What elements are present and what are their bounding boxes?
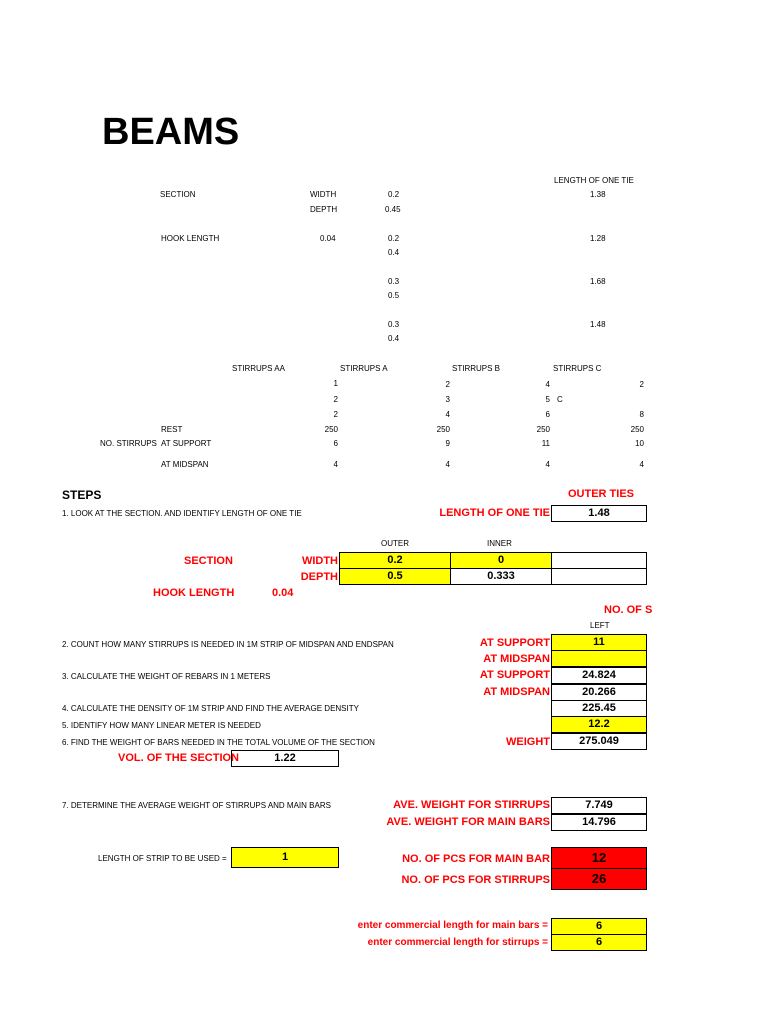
length-of-one-tie-label: LENGTH OF ONE TIE — [439, 507, 550, 519]
tie-2: 1.28 — [590, 234, 606, 243]
at-support-red-label: AT SUPPORT — [479, 637, 550, 649]
commercial-main-label: enter commercial length for main bars = — [357, 920, 548, 931]
strip-length-cell[interactable]: 1 — [231, 847, 339, 868]
stirrups-cell: 8 — [639, 410, 644, 419]
depth-outer-cell[interactable]: 0.5 — [339, 568, 451, 585]
tie-3: 1.68 — [590, 277, 606, 286]
width-outer-cell[interactable]: 0.2 — [339, 552, 451, 569]
at-midspan-cell: 4 — [333, 460, 338, 469]
stirrups-cell: 4 — [545, 380, 550, 389]
vol-section-cell[interactable]: 1.22 — [231, 750, 339, 767]
width-red-label: WIDTH — [301, 555, 338, 567]
dim-3a: 0.3 — [388, 277, 400, 286]
at-support-cell: 11 — [541, 439, 550, 448]
tie-4: 1.48 — [590, 320, 606, 329]
steps-title: STEPS — [62, 488, 102, 502]
rest-cell: 250 — [436, 425, 450, 434]
step-4-text: 4. CALCULATE THE DENSITY OF 1M STRIP AND FIND THE AVERAGE DENSITY — [62, 704, 359, 713]
at-support-cell: 6 — [333, 439, 338, 448]
ave-stirrups-label: AVE. WEIGHT FOR STIRRUPS — [393, 799, 550, 811]
weight-value-cell[interactable]: 275.049 — [551, 733, 647, 750]
at-support-cell: 10 — [635, 439, 644, 448]
at-support-label: AT SUPPORT — [161, 439, 212, 448]
density-cell[interactable]: 225.45 — [551, 700, 647, 717]
pcs-stirrups-cell[interactable]: 26 — [551, 868, 647, 890]
rest-cell: 250 — [324, 425, 338, 434]
pcs-main-label: NO. OF PCS FOR MAIN BAR — [402, 853, 550, 865]
stirrups-cell: 2 — [445, 380, 450, 389]
stirrups-cell: 1 — [333, 379, 338, 388]
step-3-text: 3. CALCULATE THE WEIGHT OF REBARS IN 1 METERS — [62, 672, 271, 681]
stirrups-header-c: STIRRUPS C — [553, 364, 602, 373]
depth-label: DEPTH — [310, 205, 338, 214]
depth-red-label: DEPTH — [300, 571, 338, 583]
length-of-one-tie-header: LENGTH OF ONE TIE — [554, 176, 634, 185]
stirrups-cell: 2 — [333, 410, 338, 419]
stirrups-cell: 5 — [545, 395, 550, 404]
stirrups-header-b: STIRRUPS B — [452, 364, 501, 373]
at-midspan-cell: 4 — [639, 460, 644, 469]
stirrups-cell: 4 — [445, 410, 450, 419]
stirrups-cell: C — [557, 395, 563, 404]
ave-main-label: AVE. WEIGHT FOR MAIN BARS — [386, 816, 550, 828]
at-midspan-weight-label: AT MIDSPAN — [483, 686, 550, 698]
tie-1: 1.38 — [590, 190, 606, 199]
no-of-label: NO. OF S — [604, 604, 653, 616]
stirrups-cell: 3 — [445, 395, 450, 404]
commercial-stirrups-cell[interactable]: 6 — [551, 934, 647, 951]
page-title: BEAMS — [102, 111, 240, 153]
rest-cell: 250 — [630, 425, 644, 434]
left-header: LEFT — [590, 621, 610, 630]
width-extra-cell[interactable] — [551, 552, 647, 569]
step-6-text: 6. FIND THE WEIGHT OF BARS NEEDED IN THE TOTAL VOLUME OF THE SECTION — [62, 738, 375, 747]
weight-support-cell[interactable]: 24.824 — [551, 667, 647, 684]
stirrups-cell: 2 — [333, 395, 338, 404]
weight-midspan-cell[interactable]: 20.266 — [551, 684, 647, 701]
at-midspan-value-cell[interactable] — [551, 650, 647, 667]
rest-label: REST — [161, 425, 183, 434]
at-support-value-cell[interactable]: 11 — [551, 634, 647, 651]
hook-length-label: HOOK LENGTH — [161, 234, 220, 243]
strip-length-label: LENGTH OF STRIP TO BE USED = — [98, 854, 227, 863]
depth-inner-cell[interactable]: 0.333 — [450, 568, 552, 585]
stirrups-cell: 6 — [545, 410, 550, 419]
dim-2b: 0.4 — [388, 248, 400, 257]
dim-4b: 0.4 — [388, 334, 400, 343]
vol-section-label: VOL. OF THE SECTION — [118, 752, 240, 764]
stirrups-cell: 2 — [639, 380, 644, 389]
at-midspan-cell: 4 — [445, 460, 450, 469]
dim-1a: 0.2 — [388, 190, 400, 199]
pcs-stirrups-label: NO. OF PCS FOR STIRRUPS — [401, 874, 550, 886]
step-5-text: 5. IDENTIFY HOW MANY LINEAR METER IS NEEDED — [62, 721, 261, 730]
step-7-text: 7. DETERMINE THE AVERAGE WEIGHT OF STIRRUPS AND MAIN BARS — [62, 801, 331, 810]
ave-main-cell[interactable]: 14.796 — [551, 814, 647, 831]
at-midspan-label: AT MIDSPAN — [161, 460, 209, 469]
at-midspan-red-label: AT MIDSPAN — [483, 653, 550, 665]
ave-stirrups-cell[interactable]: 7.749 — [551, 797, 647, 814]
dim-3b: 0.5 — [388, 291, 400, 300]
depth-extra-cell[interactable] — [551, 568, 647, 585]
no-stirrups-label: NO. STIRRUPS — [100, 439, 157, 448]
hook-length-value: 0.04 — [320, 234, 336, 243]
linear-meter-cell[interactable]: 12.2 — [551, 716, 647, 733]
section-label: SECTION — [160, 190, 196, 199]
hook-length-red-label: HOOK LENGTH — [153, 587, 235, 599]
section-red-label: SECTION — [184, 555, 233, 567]
at-support-weight-label: AT SUPPORT — [479, 669, 550, 681]
step-2-text: 2. COUNT HOW MANY STIRRUPS IS NEEDED IN 1M STRIP OF MIDSPAN AND ENDSPAN — [62, 640, 394, 649]
dim-4a: 0.3 — [388, 320, 400, 329]
weight-red-label: WEIGHT — [506, 736, 550, 748]
dim-2a: 0.2 — [388, 234, 400, 243]
step-1-text: 1. LOOK AT THE SECTION. AND IDENTIFY LENGTH OF ONE TIE — [62, 509, 302, 518]
inner-header: INNER — [487, 539, 512, 548]
at-support-cell: 9 — [445, 439, 450, 448]
commercial-main-cell[interactable]: 6 — [551, 918, 647, 935]
outer-header: OUTER — [381, 539, 409, 548]
width-label: WIDTH — [310, 190, 337, 199]
width-inner-cell[interactable]: 0 — [450, 552, 552, 569]
hook-length-red-value: 0.04 — [272, 587, 294, 599]
outer-ties-label: OUTER TIES — [568, 488, 635, 500]
at-midspan-cell: 4 — [545, 460, 550, 469]
length-of-one-tie-cell[interactable]: 1.48 — [551, 505, 647, 522]
pcs-main-cell[interactable]: 12 — [551, 847, 647, 869]
commercial-stirrups-label: enter commercial length for stirrups = — [367, 937, 548, 948]
stirrups-header-a: STIRRUPS A — [340, 364, 388, 373]
stirrups-header-aa: STIRRUPS AA — [232, 364, 285, 373]
dim-1b: 0.45 — [385, 205, 401, 214]
rest-cell: 250 — [536, 425, 550, 434]
